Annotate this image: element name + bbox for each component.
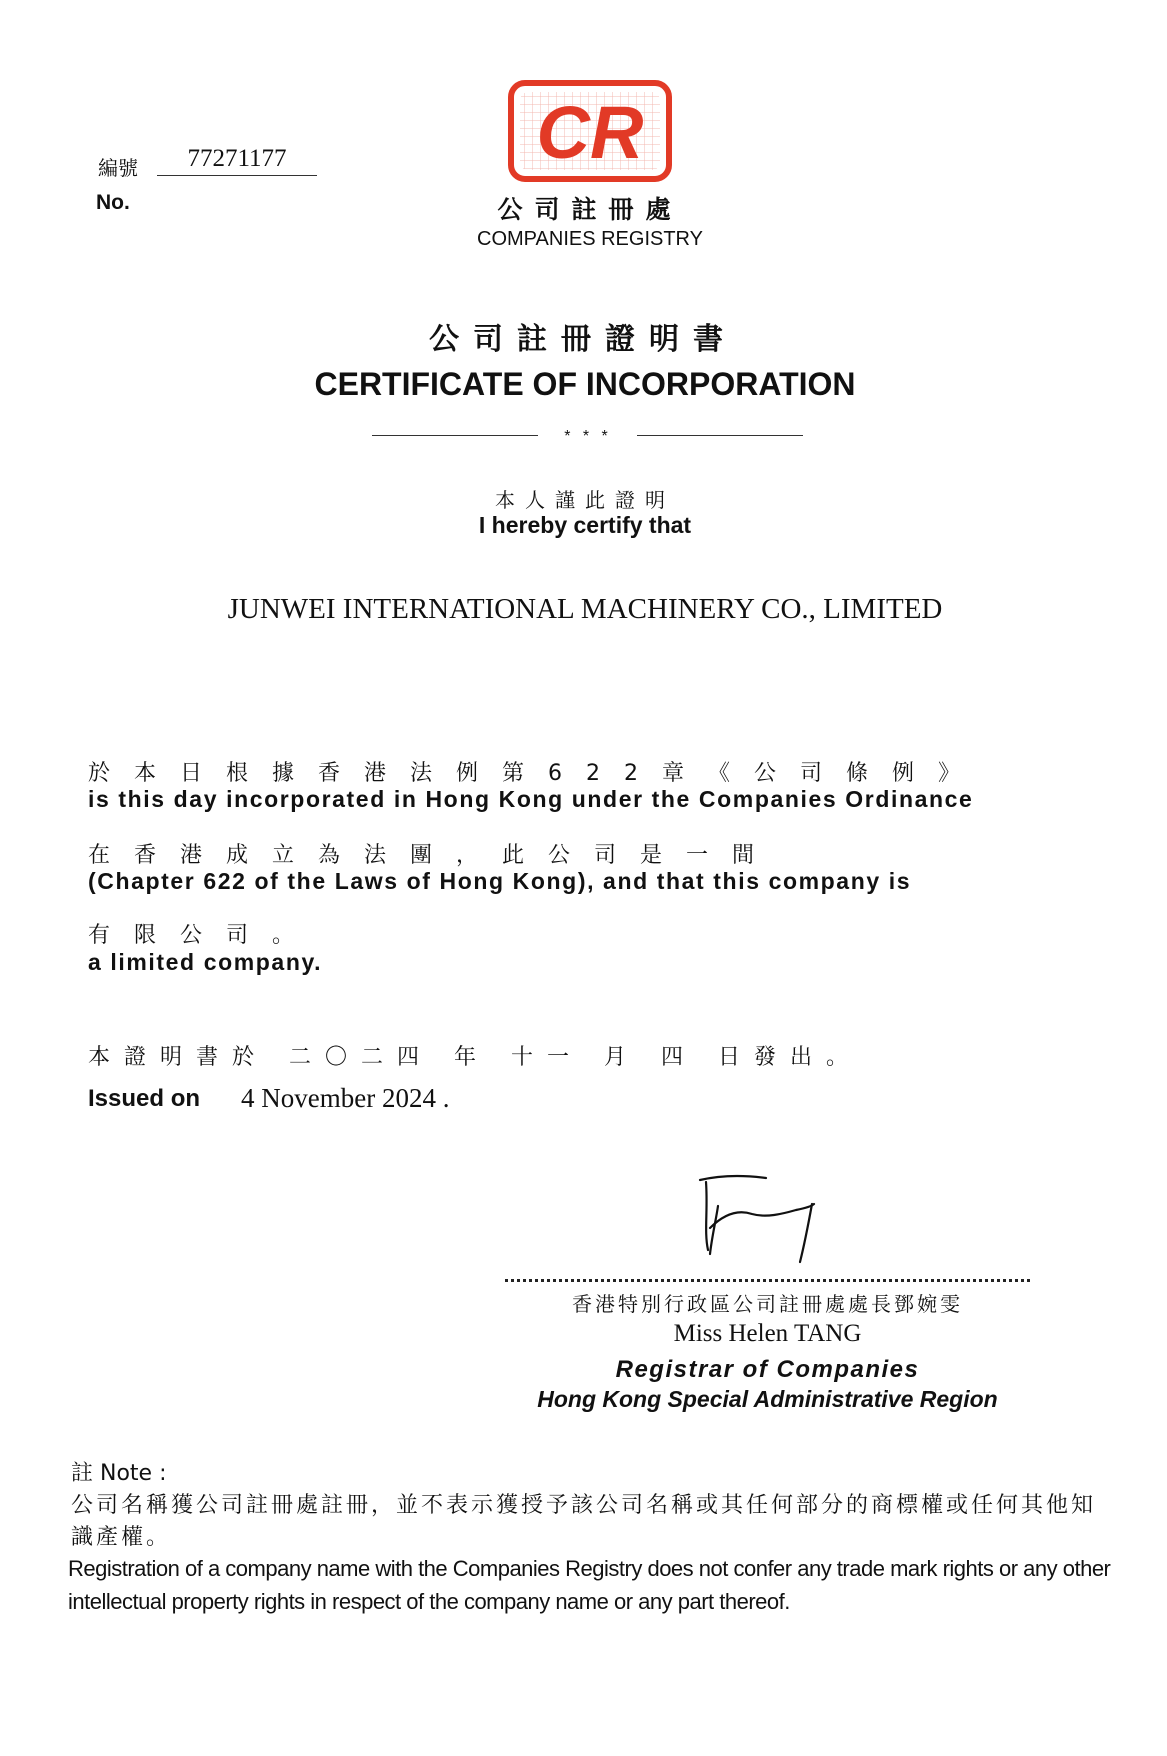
registrar-name-zh: 香港特別行政區公司註冊處處長鄧婉雯	[572, 1292, 963, 1316]
issued-on-label: Issued on	[88, 1085, 201, 1112]
divider-stars: * * *	[564, 428, 612, 445]
body-line-2-zh: 在香港成立為法團，此公司是一間	[88, 843, 779, 868]
registrar-title: Registrar of Companies	[615, 1356, 920, 1383]
companies-registry-logo	[508, 80, 672, 182]
registrar-region: Hong Kong Special Administrative Region	[537, 1386, 998, 1412]
number-label-zh: 編號	[98, 156, 138, 180]
body-line-1-zh: 於本日根據香港法例第622章《公司條例》	[88, 761, 984, 786]
signature-line	[505, 1279, 1030, 1282]
issued-date-zh: 本證明書於 二〇二四 年 十一 月 四 日發出。	[88, 1045, 862, 1070]
certificate-title-en: CERTIFICATE OF INCORPORATION	[314, 366, 856, 402]
divider-right	[637, 435, 803, 436]
registry-name-zh: 公司註冊處	[497, 195, 683, 224]
company-name: JUNWEI INTERNATIONAL MACHINERY CO., LIMITED	[227, 593, 943, 625]
note-label: 註 Note :	[71, 1461, 167, 1486]
certificate-title-zh: 公司註冊證明書	[429, 322, 737, 357]
body-line-2-en: (Chapter 622 of the Laws of Hong Kong), and that this company is	[88, 868, 912, 894]
logo-text: CR	[536, 91, 644, 174]
issued-date-en: 4 November 2024 .	[241, 1083, 450, 1113]
note-text-en: Registration of a company name with the Companies Registry does not confer any trade mark rights or any other intellectual property rights in respect of the company name or any part thereof.	[68, 1556, 1111, 1614]
certify-text-zh: 本人謹此證明	[495, 488, 675, 512]
registrar-signature	[696, 1170, 826, 1270]
note-text-zh: 公司名稱獲公司註冊處註冊，並不表示獲授予該公司名稱或其任何部分的商標權或任何其他知識產權。	[71, 1493, 1097, 1550]
certificate-number: 77271177	[157, 145, 317, 176]
divider-left	[372, 435, 538, 436]
body-line-3-en: a limited company.	[88, 949, 323, 975]
body-line-3-zh: 有限公司。	[88, 923, 319, 948]
number-label-en: No.	[96, 191, 130, 214]
registry-name-en: COMPANIES REGISTRY	[477, 228, 703, 250]
body-line-1-en: is this day incorporated in Hong Kong under the Companies Ordinance	[88, 786, 974, 812]
registrar-name-en: Miss Helen TANG	[673, 1320, 862, 1347]
certify-text-en: I hereby certify that	[478, 512, 692, 538]
